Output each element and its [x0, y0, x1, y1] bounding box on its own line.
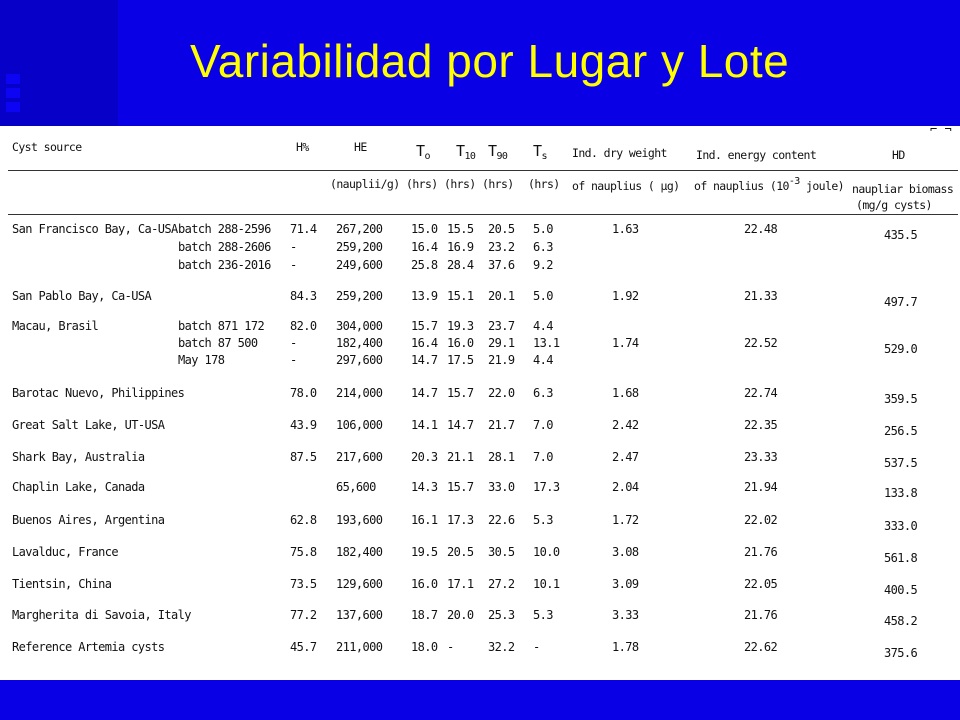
cell-h-pct: 73.5	[290, 577, 317, 591]
cell-ts: 5.0	[533, 289, 553, 303]
cell-he: 182,400	[336, 545, 383, 559]
cell-ts: 4.4	[533, 353, 553, 367]
cell-he: 137,600	[336, 608, 383, 622]
cell-energy: 22.74	[744, 386, 778, 400]
cell-t0: 16.0	[411, 577, 438, 591]
cell-dry-weight: 1.78	[612, 640, 639, 654]
header-hd-unit: (mg/g cysts)	[856, 198, 932, 212]
cell-ts: 7.0	[533, 418, 553, 432]
header-hrs: (hrs)	[482, 177, 514, 191]
accent-mark	[6, 88, 20, 98]
bottom-band	[0, 680, 960, 720]
cell-he: 65,600	[336, 480, 376, 494]
header-t10: $T_{10}$	[456, 142, 476, 162]
cell-cyst-source: Lavalduc, France	[12, 545, 118, 559]
cell-t0: 25.8	[411, 258, 438, 272]
cell-he: 214,000	[336, 386, 383, 400]
cell-cyst-source: Great Salt Lake, UT-USA	[12, 418, 165, 432]
cell-energy: 22.35	[744, 418, 778, 432]
cell-t90: 20.5	[488, 222, 515, 236]
cell-t0: 14.3	[411, 480, 438, 494]
cell-h-pct: 82.0	[290, 319, 317, 333]
cell-t0: 18.0	[411, 640, 438, 654]
cell-h-pct: 84.3	[290, 289, 317, 303]
cell-energy: 22.05	[744, 577, 778, 591]
cell-ts: 5.0	[533, 222, 553, 236]
cell-t10: 17.1	[447, 577, 474, 591]
cell-he: 267,200	[336, 222, 383, 236]
cell-h-pct: 45.7	[290, 640, 317, 654]
cell-hd: 256.5	[884, 424, 918, 438]
header-energy-unit: of nauplius (10-3 joule)	[694, 176, 844, 193]
cell-he: 129,600	[336, 577, 383, 591]
cell-t10: 15.5	[447, 222, 474, 236]
header-rule	[8, 170, 958, 171]
cell-hd: 561.8	[884, 551, 918, 565]
cell-batch: batch 871 172	[178, 319, 265, 333]
header-hrs: (hrs)	[444, 177, 476, 191]
cell-he: 259,200	[336, 289, 383, 303]
cell-t0: 19.5	[411, 545, 438, 559]
cell-t90: 20.1	[488, 289, 515, 303]
cell-he: 304,000	[336, 319, 383, 333]
cell-t10: 15.1	[447, 289, 474, 303]
accent-mark	[6, 102, 20, 112]
cell-t10: 16.9	[447, 240, 474, 254]
cell-cyst-source: Tientsin, China	[12, 577, 112, 591]
cell-cyst-source: Reference Artemia cysts	[12, 640, 165, 654]
cell-ts: 10.1	[533, 577, 560, 591]
cell-cyst-source: Macau, Brasil	[12, 319, 99, 333]
cell-batch: batch 288-2606	[178, 240, 271, 254]
cell-ts: 13.1	[533, 336, 560, 350]
accent-mark	[6, 74, 20, 84]
cell-t90: 23.2	[488, 240, 515, 254]
header-hd-biomass: naupliar biomass	[852, 182, 954, 196]
cell-batch: batch 87 500	[178, 336, 258, 350]
cell-h-pct: 62.8	[290, 513, 317, 527]
cell-he: 217,600	[336, 450, 383, 464]
cell-dry-weight: 1.72	[612, 513, 639, 527]
cell-hd: 400.5	[884, 583, 918, 597]
cell-t0: 15.0	[411, 222, 438, 236]
cell-t0: 16.1	[411, 513, 438, 527]
cell-ts: 5.3	[533, 608, 553, 622]
cell-energy: 21.33	[744, 289, 778, 303]
header-ts: $T_s$	[533, 142, 547, 162]
cell-t10: 14.7	[447, 418, 474, 432]
cell-hd: 458.2	[884, 614, 918, 628]
cell-t0: 14.7	[411, 386, 438, 400]
cell-hd: 333.0	[884, 519, 918, 533]
cell-t10: 28.4	[447, 258, 474, 272]
cell-t0: 14.7	[411, 353, 438, 367]
cell-he: 193,600	[336, 513, 383, 527]
cell-t90: 23.7	[488, 319, 515, 333]
cell-he: 249,600	[336, 258, 383, 272]
cell-t0: 18.7	[411, 608, 438, 622]
cell-he: 106,000	[336, 418, 383, 432]
cell-ts: 10.0	[533, 545, 560, 559]
cell-t90: 33.0	[488, 480, 515, 494]
cell-dry-weight: 2.47	[612, 450, 639, 464]
cell-energy: 22.48	[744, 222, 778, 236]
header-energy: Ind. energy content	[696, 148, 817, 162]
header-cyst-source: Cyst source	[12, 140, 82, 154]
cell-he: 259,200	[336, 240, 383, 254]
cell-h-pct: 87.5	[290, 450, 317, 464]
cell-t0: 14.1	[411, 418, 438, 432]
header-t90: $T_{90}$	[488, 142, 508, 162]
slide-title: Variabilidad por Lugar y Lote	[190, 35, 790, 87]
cell-t90: 22.6	[488, 513, 515, 527]
cell-ts: 5.3	[533, 513, 553, 527]
cell-t10: 19.3	[447, 319, 474, 333]
cell-t10: 20.0	[447, 608, 474, 622]
corner-mark: ⌐ ¬	[930, 122, 952, 136]
cell-ts: 6.3	[533, 386, 553, 400]
cell-t90: 27.2	[488, 577, 515, 591]
header-hd: HD	[892, 148, 905, 162]
cell-cyst-source: Barotac Nuevo, Philippines	[12, 386, 185, 400]
cell-t90: 21.9	[488, 353, 515, 367]
cell-t90: 21.7	[488, 418, 515, 432]
header-dry-weight: Ind. dry weight	[572, 146, 667, 160]
scanned-table	[0, 122, 960, 680]
cell-t90: 28.1	[488, 450, 515, 464]
cell-dry-weight: 3.08	[612, 545, 639, 559]
header-hrs: (hrs)	[528, 177, 560, 191]
cell-dry-weight: 1.68	[612, 386, 639, 400]
header-he-unit: (nauplii/g)	[330, 177, 400, 191]
cell-h-pct: 71.4	[290, 222, 317, 236]
header-hrs: (hrs)	[406, 177, 438, 191]
cell-cyst-source: Shark Bay, Australia	[12, 450, 145, 464]
cell-cyst-source: San Pablo Bay, Ca-USA	[12, 289, 152, 303]
cell-ts: 9.2	[533, 258, 553, 272]
cell-t90: 37.6	[488, 258, 515, 272]
cell-ts: -	[533, 640, 540, 654]
cell-h-pct: 77.2	[290, 608, 317, 622]
cell-batch: batch 288-2596	[178, 222, 271, 236]
cell-ts: 17.3	[533, 480, 560, 494]
cell-h-pct: -	[290, 336, 297, 350]
cell-t0: 16.4	[411, 240, 438, 254]
cell-t10: 17.5	[447, 353, 474, 367]
header-h-pct: H%	[296, 140, 309, 154]
cell-t90: 29.1	[488, 336, 515, 350]
cell-t10: 21.1	[447, 450, 474, 464]
cell-t90: 22.0	[488, 386, 515, 400]
cell-cyst-source: San Francisco Bay, Ca-USA	[12, 222, 178, 236]
cell-t0: 16.4	[411, 336, 438, 350]
cell-energy: 22.52	[744, 336, 778, 350]
cell-cyst-source: Buenos Aires, Argentina	[12, 513, 165, 527]
cell-energy: 21.76	[744, 545, 778, 559]
cell-hd: 375.6	[884, 646, 918, 660]
cell-t90: 25.3	[488, 608, 515, 622]
cell-h-pct: 43.9	[290, 418, 317, 432]
cell-he: 182,400	[336, 336, 383, 350]
cell-h-pct: -	[290, 240, 297, 254]
cell-dry-weight: 2.42	[612, 418, 639, 432]
cell-t0: 13.9	[411, 289, 438, 303]
cell-h-pct: 75.8	[290, 545, 317, 559]
cell-energy: 21.76	[744, 608, 778, 622]
cell-hd: 497.7	[884, 295, 918, 309]
cell-batch: batch 236-2016	[178, 258, 271, 272]
cell-t0: 15.7	[411, 319, 438, 333]
left-accent-bar	[0, 0, 118, 126]
cell-h-pct: -	[290, 258, 297, 272]
cell-dry-weight: 3.33	[612, 608, 639, 622]
cell-t0: 20.3	[411, 450, 438, 464]
cell-energy: 22.02	[744, 513, 778, 527]
header-t0: $T_o$	[416, 142, 430, 162]
cell-h-pct: 78.0	[290, 386, 317, 400]
cell-energy: 23.33	[744, 450, 778, 464]
cell-t10: 15.7	[447, 480, 474, 494]
cell-he: 297,600	[336, 353, 383, 367]
cell-cyst-source: Chaplin Lake, Canada	[12, 480, 145, 494]
cell-energy: 21.94	[744, 480, 778, 494]
cell-t90: 32.2	[488, 640, 515, 654]
cell-ts: 7.0	[533, 450, 553, 464]
cell-hd: 435.5	[884, 228, 918, 242]
header-rule	[8, 214, 958, 215]
cell-dry-weight: 1.74	[612, 336, 639, 350]
cell-hd: 133.8	[884, 486, 918, 500]
cell-he: 211,000	[336, 640, 383, 654]
cell-h-pct: -	[290, 353, 297, 367]
cell-energy: 22.62	[744, 640, 778, 654]
cell-ts: 4.4	[533, 319, 553, 333]
cell-hd: 359.5	[884, 392, 918, 406]
cell-hd: 537.5	[884, 456, 918, 470]
cell-cyst-source: Margherita di Savoia, Italy	[12, 608, 191, 622]
cell-t10: 20.5	[447, 545, 474, 559]
cell-t10: 15.7	[447, 386, 474, 400]
cell-ts: 6.3	[533, 240, 553, 254]
cell-dry-weight: 1.92	[612, 289, 639, 303]
cell-t10: 17.3	[447, 513, 474, 527]
header-he: HE	[354, 140, 367, 154]
cell-hd: 529.0	[884, 342, 918, 356]
cell-dry-weight: 1.63	[612, 222, 639, 236]
cell-dry-weight: 2.04	[612, 480, 639, 494]
cell-t10: -	[447, 640, 454, 654]
header-dry-weight-unit: of nauplius ( µg)	[572, 179, 680, 193]
cell-dry-weight: 3.09	[612, 577, 639, 591]
cell-t90: 30.5	[488, 545, 515, 559]
cell-batch: May 178	[178, 353, 225, 367]
cell-t10: 16.0	[447, 336, 474, 350]
